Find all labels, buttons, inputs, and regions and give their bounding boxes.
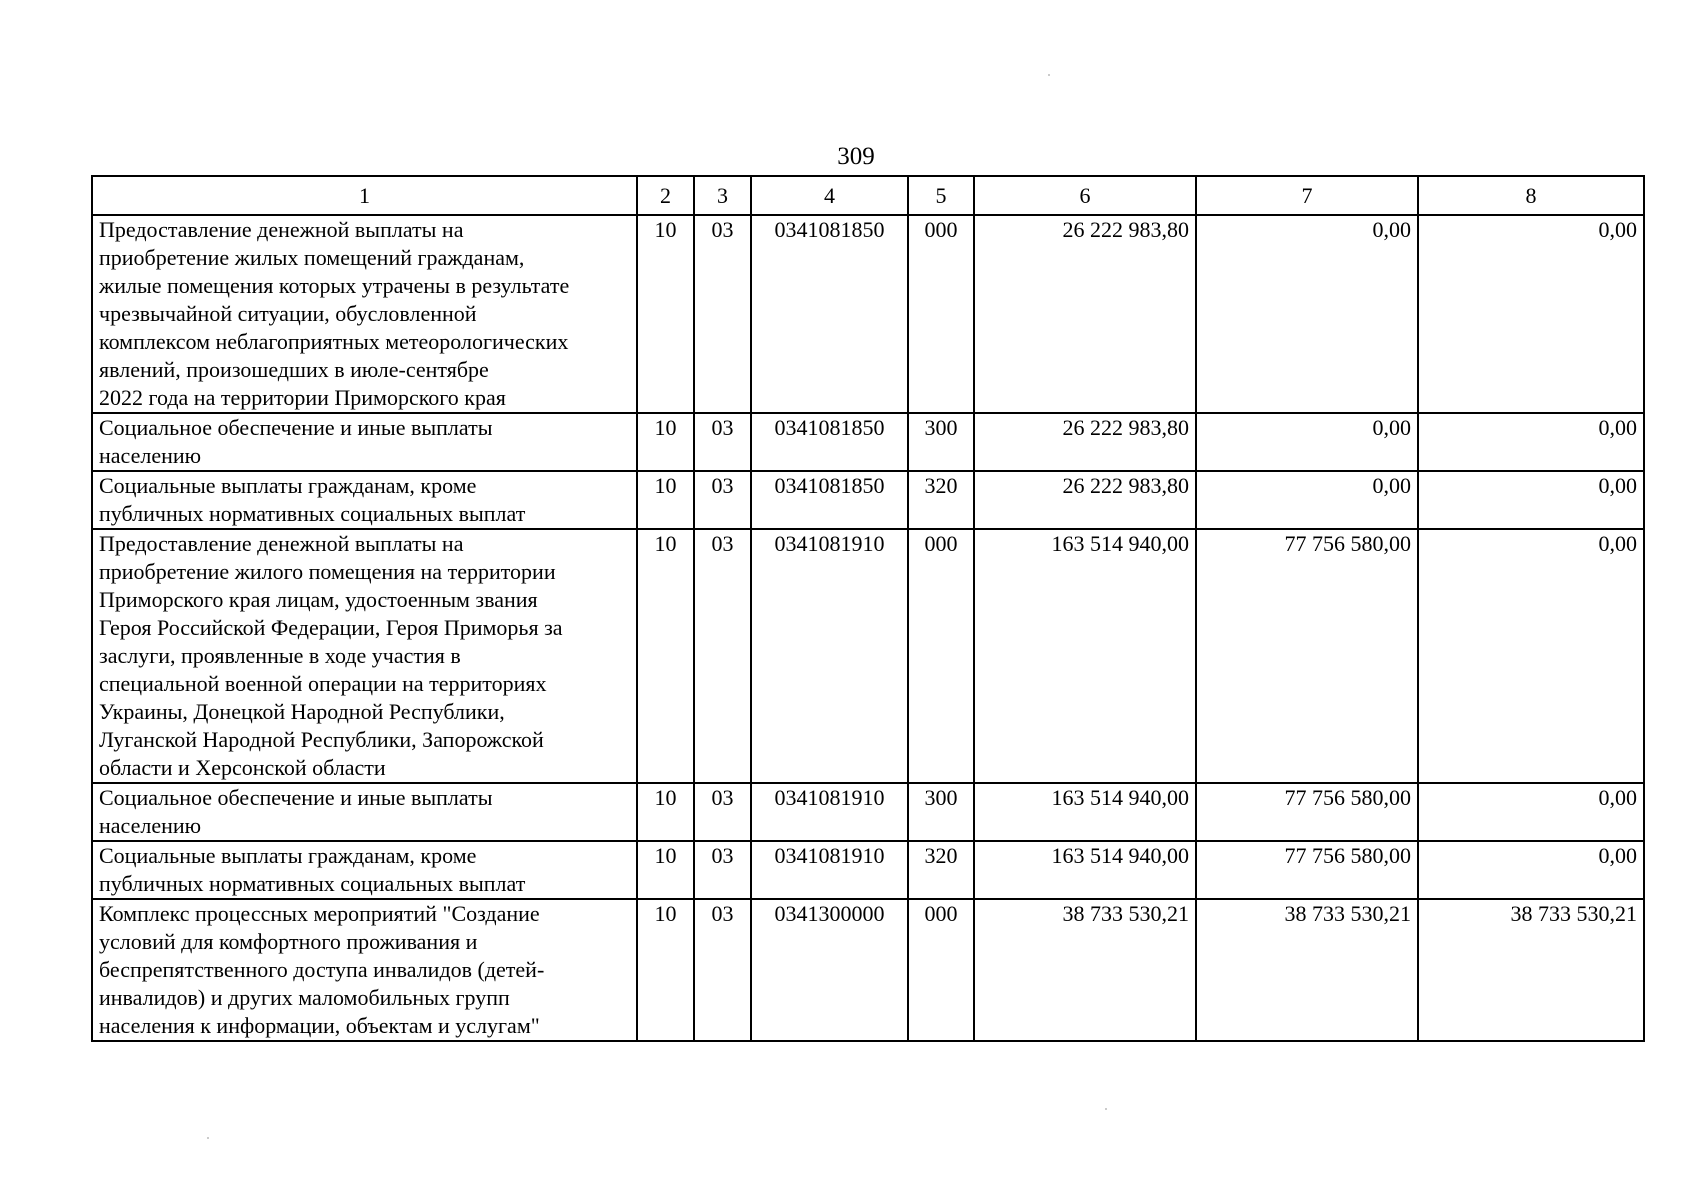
row-expense-type: 320 — [908, 471, 974, 529]
row-amount-7: 0,00 — [1196, 215, 1418, 413]
row-name: Предоставление денежной выплаты на приобретение жилого помещения на территории Приморского края лицам, удостоенным звания Героя Российской Федерации, Героя Приморья за заслуги, проявленные в ходе участия в специальной военной операции на территориях Украины, Донецкой Народной Республики, Луганской Народной Республики, Запорожской области и Херсонской области — [92, 529, 637, 783]
row-amount-8: 0,00 — [1418, 413, 1644, 471]
row-amount-7: 77 756 580,00 — [1196, 783, 1418, 841]
header-col-8: 8 — [1418, 176, 1644, 215]
table-header — [92, 176, 1644, 215]
row-amount-6: 163 514 940,00 — [974, 529, 1196, 783]
row-amount-7: 0,00 — [1196, 413, 1418, 471]
row-amount-8: 0,00 — [1418, 841, 1644, 899]
row-expense-type: 300 — [908, 783, 974, 841]
row-amount-8: 0,00 — [1418, 783, 1644, 841]
row-section: 10 — [637, 899, 694, 1041]
header-col-5: 5 — [908, 176, 974, 215]
row-amount-6: 26 222 983,80 — [974, 215, 1196, 413]
row-section: 10 — [637, 471, 694, 529]
row-amount-8: 0,00 — [1418, 529, 1644, 783]
row-subsection: 03 — [694, 841, 751, 899]
row-target-article: 0341081850 — [751, 471, 908, 529]
row-amount-8: 38 733 530,21 — [1418, 899, 1644, 1041]
table-row — [92, 899, 1644, 1041]
header-col-4: 4 — [751, 176, 908, 215]
table-body — [92, 215, 1644, 1041]
row-amount-6: 26 222 983,80 — [974, 413, 1196, 471]
row-amount-7: 77 756 580,00 — [1196, 841, 1418, 899]
row-target-article: 0341081850 — [751, 413, 908, 471]
row-amount-6: 38 733 530,21 — [974, 899, 1196, 1041]
row-expense-type: 000 — [908, 215, 974, 413]
row-subsection: 03 — [694, 215, 751, 413]
header-col-7: 7 — [1196, 176, 1418, 215]
row-amount-6: 163 514 940,00 — [974, 783, 1196, 841]
header-col-6: 6 — [974, 176, 1196, 215]
header-col-1: 1 — [92, 176, 637, 215]
row-amount-6: 26 222 983,80 — [974, 471, 1196, 529]
row-amount-8: 0,00 — [1418, 215, 1644, 413]
table-row — [92, 841, 1644, 899]
row-amount-7: 77 756 580,00 — [1196, 529, 1418, 783]
row-subsection: 03 — [694, 529, 751, 783]
row-target-article: 0341081850 — [751, 215, 908, 413]
scan-speck — [1105, 1108, 1107, 1110]
row-target-article: 0341081910 — [751, 841, 908, 899]
row-section: 10 — [637, 529, 694, 783]
table-row — [92, 471, 1644, 529]
row-section: 10 — [637, 215, 694, 413]
row-expense-type: 000 — [908, 529, 974, 783]
row-section: 10 — [637, 413, 694, 471]
page-number: 309 — [837, 143, 875, 170]
row-expense-type: 000 — [908, 899, 974, 1041]
header-col-2: 2 — [637, 176, 694, 215]
header-col-3: 3 — [694, 176, 751, 215]
scan-speck — [207, 1137, 209, 1139]
scan-speck — [1048, 74, 1050, 76]
row-amount-7: 0,00 — [1196, 471, 1418, 529]
table-row — [92, 215, 1644, 413]
row-target-article: 0341081910 — [751, 529, 908, 783]
row-subsection: 03 — [694, 783, 751, 841]
row-target-article: 0341081910 — [751, 783, 908, 841]
row-section: 10 — [637, 783, 694, 841]
row-section: 10 — [637, 841, 694, 899]
row-name: Комплекс процессных мероприятий "Создание условий для комфортного проживания и беспрепятственного доступа инвалидов (детей- инвалидов) и других маломобильных групп населения к информации, объектам и услугам" — [92, 899, 637, 1041]
row-target-article: 0341300000 — [751, 899, 908, 1041]
row-expense-type: 320 — [908, 841, 974, 899]
budget-table — [91, 175, 1645, 1042]
table-row — [92, 529, 1644, 783]
row-amount-8: 0,00 — [1418, 471, 1644, 529]
row-name: Предоставление денежной выплаты на приобретение жилых помещений гражданам, жилые помещения которых утрачены в результате чрезвычайной ситуации, обусловленной комплексом неблагоприятных метеорологических явлений, произошедших в июле-сентябре 2022 года на территории Приморского края — [92, 215, 637, 413]
row-subsection: 03 — [694, 899, 751, 1041]
header-row — [92, 176, 1644, 215]
row-amount-7: 38 733 530,21 — [1196, 899, 1418, 1041]
row-name: Социальное обеспечение и иные выплаты населению — [92, 783, 637, 841]
row-subsection: 03 — [694, 471, 751, 529]
row-name: Социальное обеспечение и иные выплаты населению — [92, 413, 637, 471]
row-amount-6: 163 514 940,00 — [974, 841, 1196, 899]
table-row — [92, 413, 1644, 471]
row-name: Социальные выплаты гражданам, кроме публичных нормативных социальных выплат — [92, 471, 637, 529]
row-subsection: 03 — [694, 413, 751, 471]
row-name: Социальные выплаты гражданам, кроме публичных нормативных социальных выплат — [92, 841, 637, 899]
row-expense-type: 300 — [908, 413, 974, 471]
table-row — [92, 783, 1644, 841]
